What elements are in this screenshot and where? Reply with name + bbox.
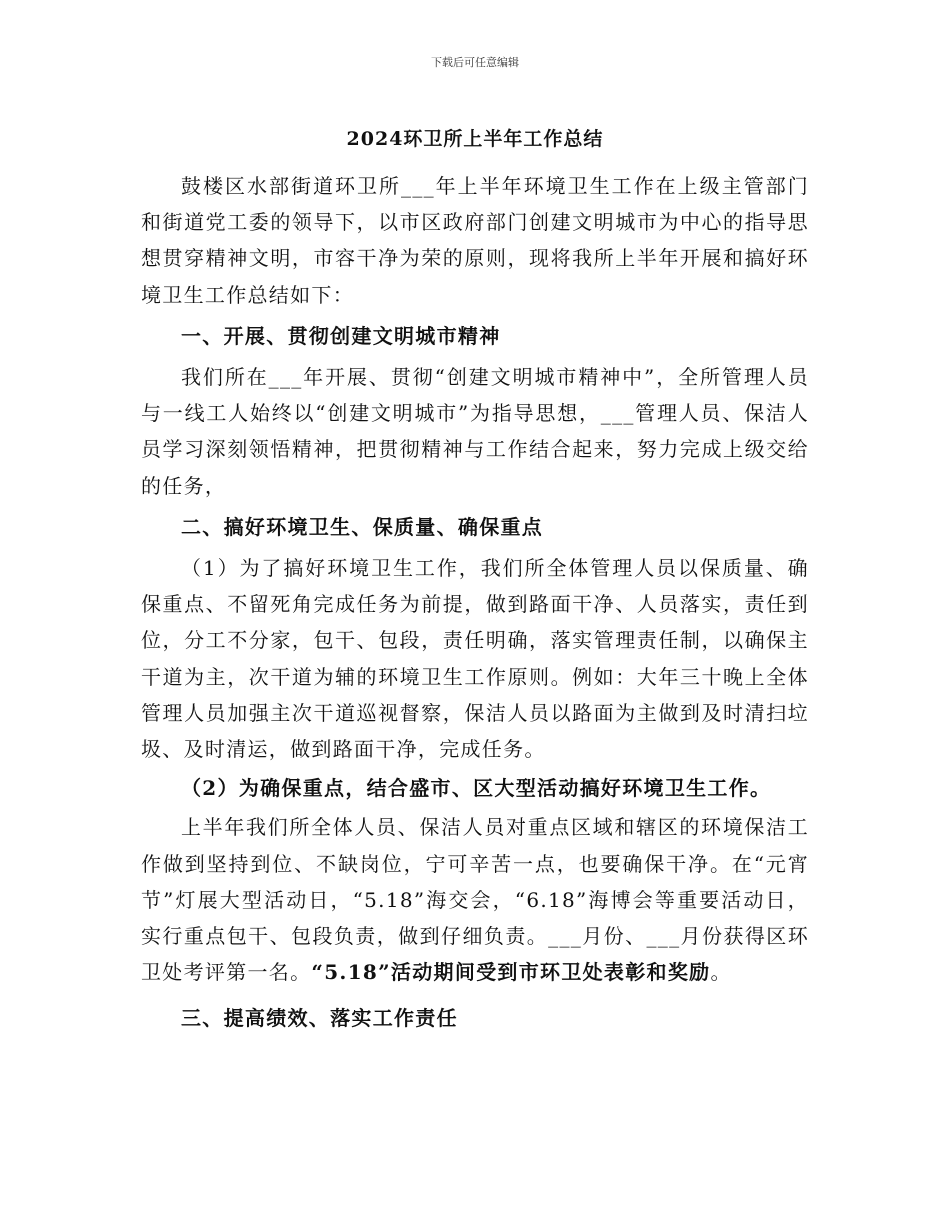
page-header-note: 下载后可任意编辑	[431, 56, 519, 69]
section-1-paragraph: 我们所在___年开展、贯彻“创建文明城市精神中”，全所管理人员与一线工人始终以“创建文明城市”为指导思想，___管理人员、保洁人员学习深刻领悟精神，把贯彻精神与工作结合起来，努力完成上级交给的任务，	[141, 365, 809, 498]
section-2-item-2-text: 上半年我们所全体人员、保洁人员对重点区域和辖区的环境保洁工作做到坚持到位、不缺岗位，宁可辛苦一点，也要确保干净。在“元宵节”灯展大型活动日，“5.18”海交会，“6.18”海博会等重要活动日，实行重点包干、包段负责，做到仔细负责。___月份、___月份获得区环卫处考评第一名。	[141, 815, 809, 985]
section-2-item-2-paragraph	[141, 809, 809, 990]
document-body	[141, 168, 809, 1042]
section-2-item-2-heading: （2）为确保重点，结合盛市、区大型活动搞好环境卫生工作。	[181, 776, 772, 801]
section-3-heading: 三、提高绩效、落实工作责任	[181, 1006, 458, 1031]
intro-paragraph: 鼓楼区水部街道环卫所___年上半年环境卫生工作在上级主管部门和街道党工委的领导下，以市区政府部门创建文明城市为中心的指导思想贯穿精神文明，市容干净为荣的原则，现将我所上半年开展和搞好环境卫生工作总结如下：	[141, 174, 809, 307]
document-title: 2024环卫所上半年工作总结	[346, 128, 604, 150]
section-2-item-2-bold-text: “5.18”活动期间受到市环卫处表彰和奖励	[311, 960, 711, 985]
section-1-heading: 一、开展、贯彻创建文明城市精神	[181, 323, 501, 348]
section-2-item-1: （1）为了搞好环境卫生工作，我们所全体管理人员以保质量、确保重点、不留死角完成任务为前提，做到路面干净、人员落实，责任到位，分工不分家，包干、包段，责任明确，落实管理责任制，以确保主干道为主，次干道为辅的环境卫生工作原则。例如：大年三十晚上全体管理人员加强主次干道巡视督察，保洁人员以路面为主做到及时清扫垃圾、及时清运，做到路面干净，完成任务。	[141, 556, 809, 762]
section-2-heading: 二、搞好环境卫生、保质量、确保重点	[181, 514, 544, 539]
section-2-item-2-end: 。	[710, 960, 732, 985]
